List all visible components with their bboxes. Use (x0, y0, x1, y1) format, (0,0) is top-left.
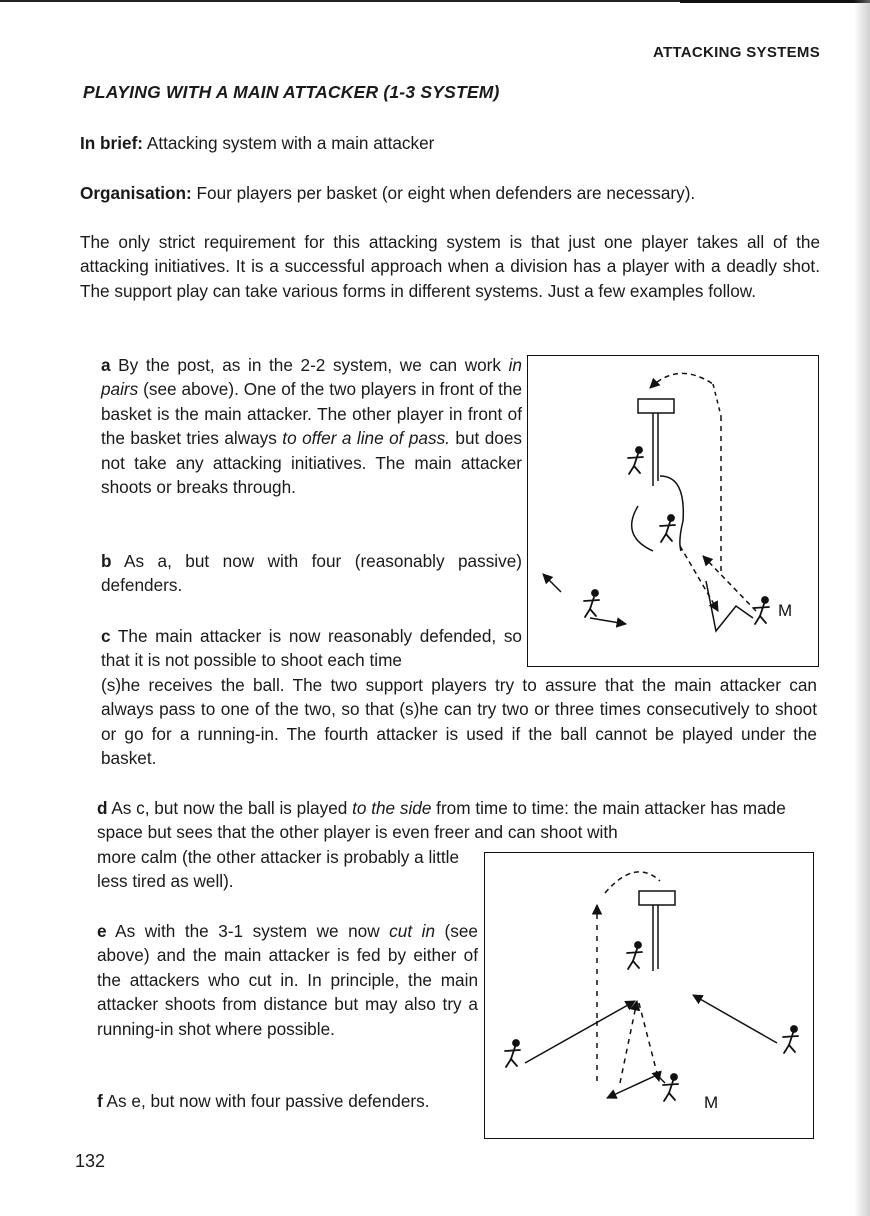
dashed-pass-arrow (639, 1003, 659, 1081)
item-a-text-2: (see above). One of the two players in front of the basket is the main attacker. The other player in front of the basket tries always (101, 379, 522, 449)
brief-paragraph (80, 131, 820, 155)
dashed-pass-arrow (680, 546, 718, 611)
basket-icon (639, 891, 675, 905)
item-d-text-2: from time to time: the main attacker has made space but sees that the other player is even freer and can shoot with (97, 798, 786, 843)
item-a-emphasis-2: to offer a line of pass. (282, 428, 450, 449)
item-c-text-1: The main attacker is now reasonably defended, so that it is not possible to shoot each time (101, 626, 522, 671)
scan-shadow-right (854, 0, 870, 1216)
organisation-label: Organisation: (80, 183, 192, 203)
running-head: ATTACKING SYSTEMS (652, 44, 820, 61)
item-d-emphasis: to the side (352, 798, 432, 818)
intro-paragraph: The only strict requirement for this attacking system is that just one player takes all of the attacking initiatives. It is a successful approach when a division has a player with a deadly shot. The support play can take various forms in different systems. Just a few examples follow. (80, 232, 820, 301)
page-number: 132 (75, 1151, 106, 1171)
player-icon (584, 590, 599, 617)
item-e-letter: e (97, 921, 107, 941)
scan-edge-top-dark (680, 0, 870, 3)
item-e-text-2: (see above) and the main attacker is fed by either of the attackers who cut in. In principle, the main attacker shoots from distance but may also try a running-in shot where possible. (97, 921, 478, 1039)
item-a (101, 353, 522, 499)
item-c-letter: c (101, 626, 111, 646)
item-a-letter: a (101, 355, 111, 375)
court-diagram-1 (527, 355, 819, 667)
brief-label: In brief: (80, 133, 144, 153)
zigzag-run (706, 581, 753, 631)
player-icon (627, 942, 642, 969)
item-a-text-3: but does not take any attacking initiatives. The main attacker shoots or breaks through. (101, 428, 522, 498)
basket-icon (638, 399, 674, 413)
item-b-letter: b (101, 551, 112, 571)
run-arrow (590, 618, 626, 624)
item-f-letter: f (97, 1091, 103, 1111)
item-a-text-1: By the post, as in the 2-2 system, we can work (110, 355, 509, 375)
dashed-pass-arrow (620, 1001, 637, 1083)
run-arrow (543, 574, 561, 592)
dashed-pass-line (713, 384, 721, 416)
court-diagram-2 (484, 852, 814, 1139)
player-icon (783, 1026, 798, 1053)
cut-run-loop (632, 506, 653, 551)
dashed-pass-line (605, 872, 660, 893)
item-b (101, 549, 522, 598)
main-attacker-label: M (778, 601, 793, 620)
player-icon (628, 447, 643, 474)
main-attacker-label: M (704, 1093, 719, 1112)
item-e-text-1: As with the 3-1 system we now (106, 921, 390, 941)
item-b-text: As a, but now with four (reasonably passive) defenders. (101, 551, 522, 596)
item-f (97, 1089, 478, 1113)
item-d-letter: d (97, 798, 108, 818)
dashed-pass-arrow (650, 373, 713, 388)
run-arrow (607, 1075, 665, 1098)
court-diagram-1-svg (528, 356, 818, 666)
organisation-text: Four players per basket (or eight when defenders are necessary). (191, 183, 696, 203)
run-arrow (693, 995, 777, 1043)
item-a-emphasis-1: in pairs (101, 355, 522, 400)
organisation-paragraph (80, 181, 820, 205)
player-icon (505, 1040, 520, 1067)
item-f-text: As e, but now with four passive defenders. (102, 1091, 430, 1111)
item-e (97, 919, 478, 1041)
brief-text: Attacking system with a main attacker (143, 133, 435, 153)
run-arrow (525, 1001, 635, 1063)
section-title: PLAYING WITH A MAIN ATTACKER (1-3 SYSTEM) (83, 82, 500, 102)
item-d-continued: more calm (the other attacker is probably a little less tired as well). (97, 847, 460, 892)
item-d-text-1: As c, but now the ball is played (107, 798, 353, 818)
main-attacker-icon (663, 1074, 678, 1101)
court-diagram-2-svg (485, 853, 813, 1138)
player-icon (660, 515, 675, 542)
item-d (97, 796, 817, 845)
item-c-continued: (s)he receives the ball. The two support players try to assure that the main attacker can always pass to one of the two, so that (s)he can try two or three times consecutively to shoot or go for a running-in. The fourth attacker is used if the ball cannot be played under the basket. (101, 675, 817, 769)
item-e-emphasis: cut in (389, 921, 436, 941)
scan-edge-top (0, 0, 680, 2)
item-c (101, 624, 522, 673)
